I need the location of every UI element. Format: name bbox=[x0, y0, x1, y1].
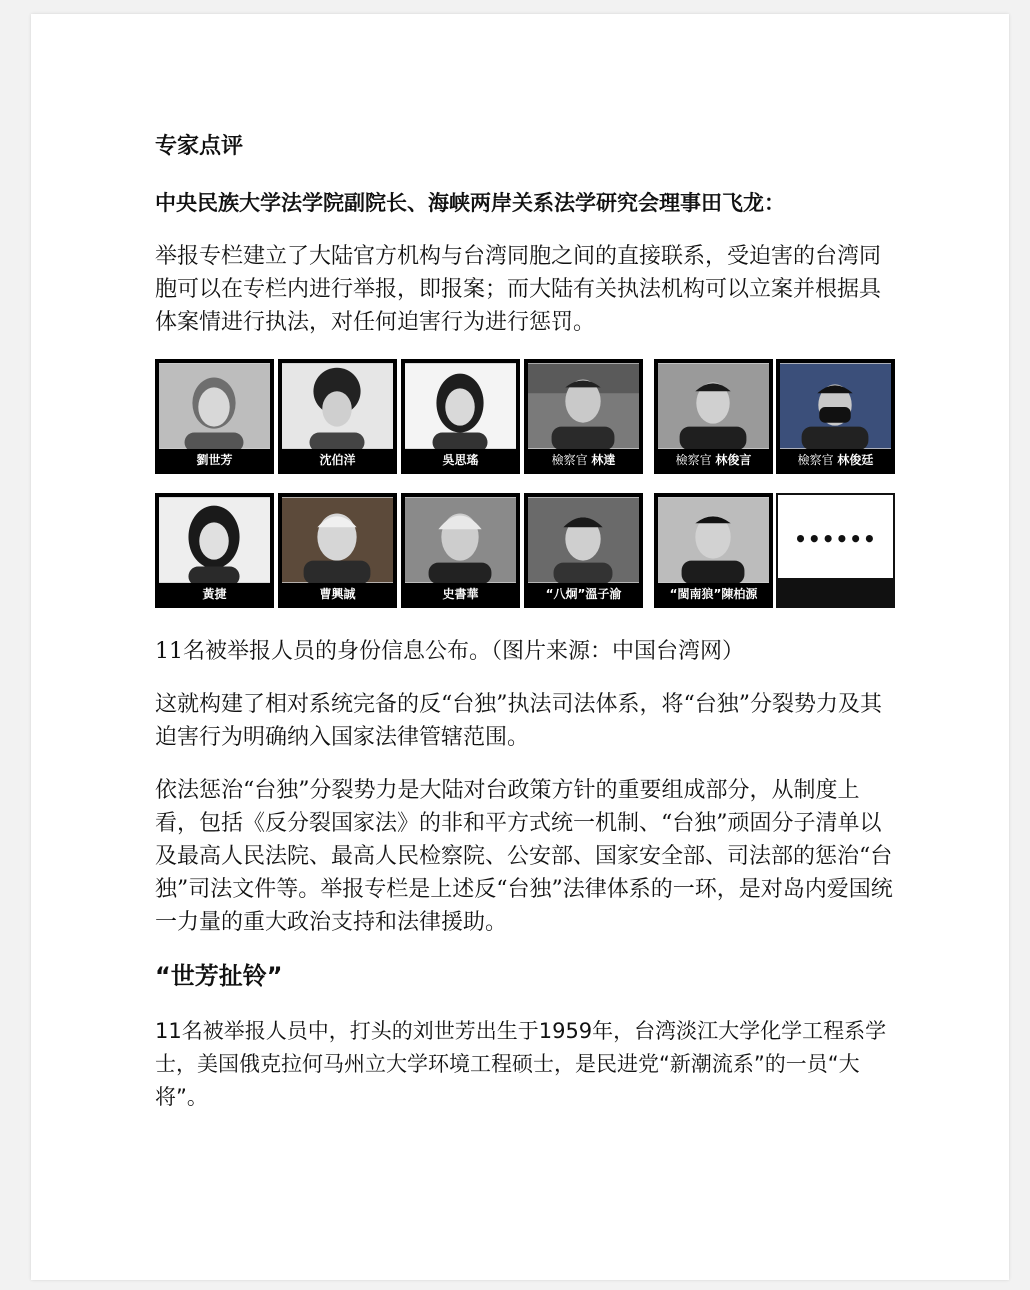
more-tile-bar bbox=[778, 578, 893, 606]
portrait-caption: “八炯”溫子渝 bbox=[545, 587, 622, 601]
portrait-photo bbox=[282, 363, 393, 449]
portrait-photo bbox=[159, 497, 270, 583]
expert-title: 中央民族大学法学院副院长、海峡两岸关系法学研究会理事田飞龙： bbox=[155, 191, 785, 215]
image-caption: 11名被举报人员的身份信息公布。（图片来源：中国台湾网） bbox=[155, 639, 744, 664]
paragraph-3: 依法惩治“台独”分裂势力是大陆对台政策方针的重要组成部分，从制度上看，包括《反分裂国家法》的非和平方式统一机制、“台独”顽固分子清单以及最高人民法院、最高人民检察院、公安部、国家安全部、司法部的惩治“台独”司法文件等。举报专栏是上述反“台独”法律体系的一环，是对岛内爱国统一力量的重大政治支持和法律援助。 bbox=[155, 778, 893, 935]
paragraph-2: 这就构建了相对系统完备的反“台独”执法司法体系，将“台独”分裂势力及其迫害行为明确纳入国家法律管辖范围。 bbox=[155, 692, 882, 750]
portrait-photo bbox=[658, 497, 769, 583]
portrait-caption: 檢察官 林俊言 bbox=[675, 453, 752, 467]
document-page bbox=[31, 14, 1009, 1280]
portrait-tile bbox=[155, 493, 274, 608]
portrait-tile bbox=[401, 359, 520, 474]
portrait-tile bbox=[524, 493, 643, 608]
portrait-tile bbox=[654, 359, 773, 474]
more-tile bbox=[776, 493, 895, 608]
portrait-tile bbox=[524, 359, 643, 474]
portrait-photo bbox=[658, 363, 769, 449]
article-body bbox=[155, 132, 895, 1114]
portrait-photo bbox=[528, 497, 639, 583]
portrait-caption: 黃捷 bbox=[202, 587, 227, 601]
paragraph-1: 举报专栏建立了大陆官方机构与台湾同胞之间的直接联系，受迫害的台湾同胞可以在专栏内进行举报，即报案；而大陆有关执法机构可以立案并根据具体案情进行执法，对任何迫害行为进行惩罚。 bbox=[155, 244, 882, 335]
portrait-photo bbox=[159, 363, 270, 449]
portrait-caption: “閩南狼”陳柏源 bbox=[669, 587, 758, 601]
portrait-tile bbox=[654, 493, 773, 608]
portrait-caption: 劉世芳 bbox=[196, 453, 233, 467]
portrait-photo bbox=[780, 363, 891, 449]
portrait-photo bbox=[282, 497, 393, 583]
portrait-tile bbox=[278, 359, 397, 474]
portrait-tile bbox=[401, 493, 520, 608]
portrait-grid bbox=[155, 359, 895, 611]
portrait-photo bbox=[528, 363, 639, 449]
portrait-caption: 沈伯洋 bbox=[319, 453, 356, 467]
more-dots: •••••• bbox=[794, 527, 877, 551]
portrait-caption: 檢察官 林俊廷 bbox=[797, 453, 874, 467]
portrait-photo bbox=[405, 363, 516, 449]
portrait-caption: 史書華 bbox=[442, 587, 479, 601]
portrait-caption: 檢察官 林達 bbox=[551, 453, 616, 467]
subheading: “世芳扯铃” bbox=[155, 962, 283, 990]
portrait-tile bbox=[278, 493, 397, 608]
portrait-tile bbox=[155, 359, 274, 474]
portrait-caption: 曹興誠 bbox=[319, 587, 356, 601]
portrait-caption: 吳思瑤 bbox=[442, 453, 479, 467]
section-title: 专家点评 bbox=[155, 134, 244, 159]
portrait-photo bbox=[405, 497, 516, 583]
paragraph-4: 11名被举报人员中，打头的刘世芳出生于1959年，台湾淡江大学化学工程系学士，美国俄克拉何马州立大学环境工程硕士，是民进党“新潮流系”的一员“大将”。 bbox=[155, 1019, 887, 1109]
portrait-tile bbox=[776, 359, 895, 474]
